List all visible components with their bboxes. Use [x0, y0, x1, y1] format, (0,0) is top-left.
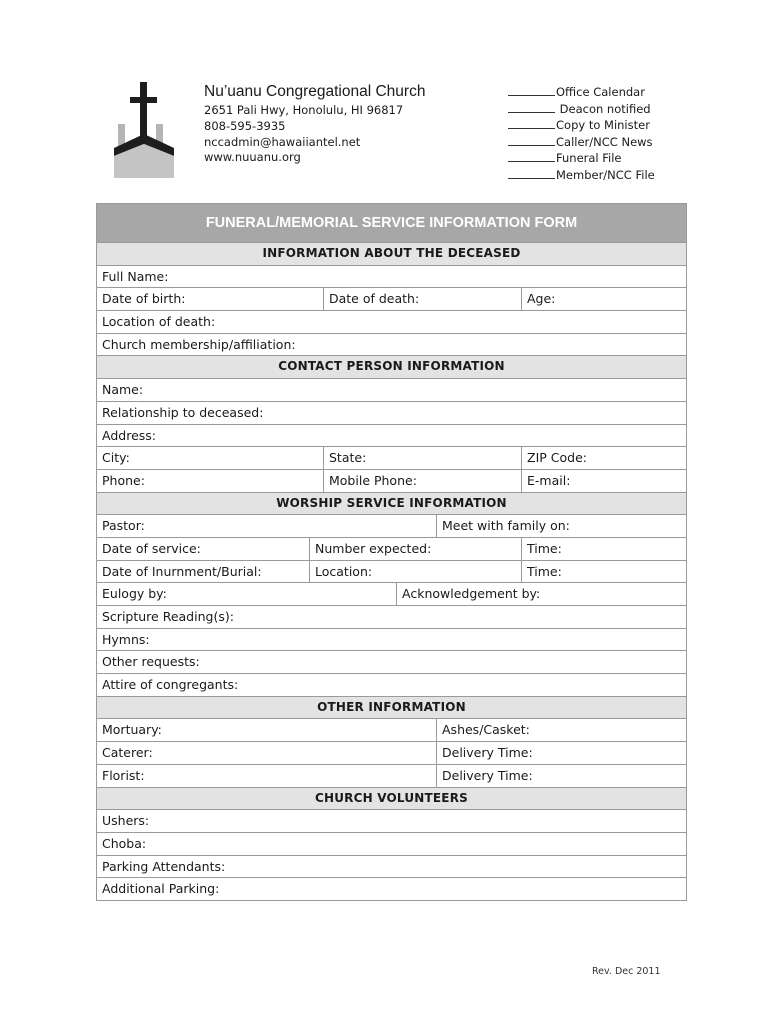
funeral-form [96, 203, 687, 901]
form-row-additional-parking[interactable] [97, 878, 686, 901]
checklist-blank[interactable] [508, 150, 555, 162]
field-other-requests[interactable]: Other requests: [102, 654, 200, 670]
field-attire[interactable]: Attire of congregants: [102, 677, 239, 693]
field-ushers[interactable]: Ushers: [102, 813, 150, 829]
cross-horizontal [130, 97, 157, 103]
checklist-item[interactable]: Office Calendar [508, 84, 655, 101]
field-pastor[interactable]: Pastor: [102, 518, 145, 534]
field-caterer-delivery-time[interactable]: Delivery Time: [436, 742, 686, 764]
form-row-contact-name[interactable] [97, 379, 686, 402]
form-row-city-state-zip[interactable] [97, 447, 686, 470]
form-row-hymns[interactable] [97, 629, 686, 652]
form-row-mortuary[interactable] [97, 719, 686, 742]
cross-vertical [140, 82, 147, 142]
field-parking-attendants[interactable]: Parking Attendants: [102, 858, 226, 874]
section-worship-heading: WORSHIP SERVICE INFORMATION [97, 493, 686, 516]
church-contact-block [204, 103, 403, 166]
field-contact-name[interactable]: Name: [102, 382, 144, 398]
field-location-of-death[interactable]: Location of death: [102, 314, 216, 330]
church-logo [112, 82, 176, 178]
church-website: www.nuuanu.org [204, 150, 301, 165]
field-scripture-reading[interactable]: Scripture Reading(s): [102, 609, 234, 624]
section-contact-heading: CONTACT PERSON INFORMATION [97, 356, 686, 379]
church-address: 2651 Pali Hwy, Honolulu, HI 96817 [204, 103, 404, 117]
field-choba[interactable]: Choba: [102, 835, 147, 851]
form-row-dates[interactable] [97, 288, 686, 311]
field-additional-parking[interactable]: Additional Parking: [102, 881, 220, 897]
checklist-item[interactable]: Caller/NCC News [508, 134, 655, 151]
checklist-item[interactable]: Deacon notified [508, 101, 655, 118]
revision-note: Rev. Dec 2011 [592, 966, 661, 977]
field-state[interactable]: State: [323, 447, 521, 469]
form-row-ushers[interactable] [97, 810, 686, 833]
field-burial-time[interactable]: Time: [521, 561, 686, 583]
field-zip[interactable]: ZIP Code: [521, 447, 686, 469]
field-city[interactable]: City: [102, 450, 130, 466]
church-email: nccadmin@hawaiiantel.net [204, 134, 361, 149]
field-relationship[interactable]: Relationship to deceased: [102, 404, 264, 420]
form-row-eulogy[interactable] [97, 583, 686, 606]
field-hymns[interactable]: Hymns: [102, 631, 150, 647]
field-church-membership[interactable]: Church membership/affiliation: [102, 336, 296, 352]
checklist-item[interactable]: Funeral File [508, 150, 655, 167]
field-mobile-phone[interactable]: Mobile Phone: [323, 470, 521, 492]
field-email[interactable]: E-mail: [521, 470, 686, 492]
field-florist[interactable]: Florist: [102, 767, 145, 783]
field-burial-location[interactable]: Location: [309, 561, 521, 583]
form-row-full-name[interactable] [97, 266, 686, 289]
section-deceased-heading: INFORMATION ABOUT THE DECEASED [97, 243, 686, 266]
form-row-church-membership[interactable] [97, 334, 686, 357]
field-service-time[interactable]: Time: [521, 538, 686, 560]
church-name: Nu’uanu Congregational Church [204, 83, 426, 100]
form-row-phones[interactable] [97, 470, 686, 493]
form-row-parking-attendants[interactable] [97, 856, 686, 879]
form-row-inurnment[interactable] [97, 561, 686, 584]
form-row-relationship[interactable] [97, 402, 686, 425]
field-age[interactable]: Age: [521, 288, 686, 310]
form-row-address[interactable] [97, 425, 686, 448]
field-date-of-death[interactable]: Date of death: [323, 288, 521, 310]
field-full-name[interactable]: Full Name: [102, 268, 169, 284]
field-ashes-casket[interactable]: Ashes/Casket: [436, 719, 686, 741]
form-row-choba[interactable] [97, 833, 686, 856]
field-acknowledgement-by[interactable]: Acknowledgement by: [396, 583, 686, 605]
checklist-blank[interactable] [508, 167, 555, 179]
field-number-expected[interactable]: Number expected: [309, 538, 521, 560]
checklist-blank[interactable] [508, 84, 555, 96]
checklist-item[interactable]: Member/NCC File [508, 167, 655, 184]
form-title: FUNERAL/MEMORIAL SERVICE INFORMATION FORM [97, 204, 686, 243]
field-caterer[interactable]: Caterer: [102, 745, 153, 761]
checklist-blank[interactable] [508, 117, 555, 129]
field-phone[interactable]: Phone: [102, 472, 145, 488]
form-row-service-date[interactable] [97, 538, 686, 561]
form-row-attire[interactable] [97, 674, 686, 697]
form-row-location-of-death[interactable] [97, 311, 686, 334]
field-address[interactable]: Address: [102, 427, 156, 443]
logo-bar-left [118, 124, 125, 146]
field-date-of-inurnment[interactable]: Date of Inurnment/Burial: [102, 563, 262, 579]
checklist-blank[interactable] [508, 134, 555, 146]
form-row-pastor[interactable] [97, 515, 686, 538]
section-other-heading: OTHER INFORMATION [97, 697, 686, 720]
form-row-florist[interactable] [97, 765, 686, 788]
form-row-other-requests[interactable] [97, 651, 686, 674]
form-row-scripture[interactable] [97, 606, 686, 629]
field-date-of-service[interactable]: Date of service: [102, 540, 201, 556]
checklist-blank[interactable] [508, 101, 555, 113]
checklist-item[interactable]: Copy to Minister [508, 117, 655, 134]
church-phone: 808-595-3935 [204, 118, 286, 133]
field-mortuary[interactable]: Mortuary: [102, 722, 162, 738]
form-row-caterer[interactable] [97, 742, 686, 765]
office-checklist [508, 84, 655, 184]
field-eulogy-by[interactable]: Eulogy by: [102, 586, 167, 602]
field-meet-with-family[interactable]: Meet with family on: [436, 515, 686, 537]
field-date-of-birth[interactable]: Date of birth: [102, 291, 186, 307]
section-volunteers-heading: CHURCH VOLUNTEERS [97, 788, 686, 811]
field-florist-delivery-time[interactable]: Delivery Time: [436, 765, 686, 787]
